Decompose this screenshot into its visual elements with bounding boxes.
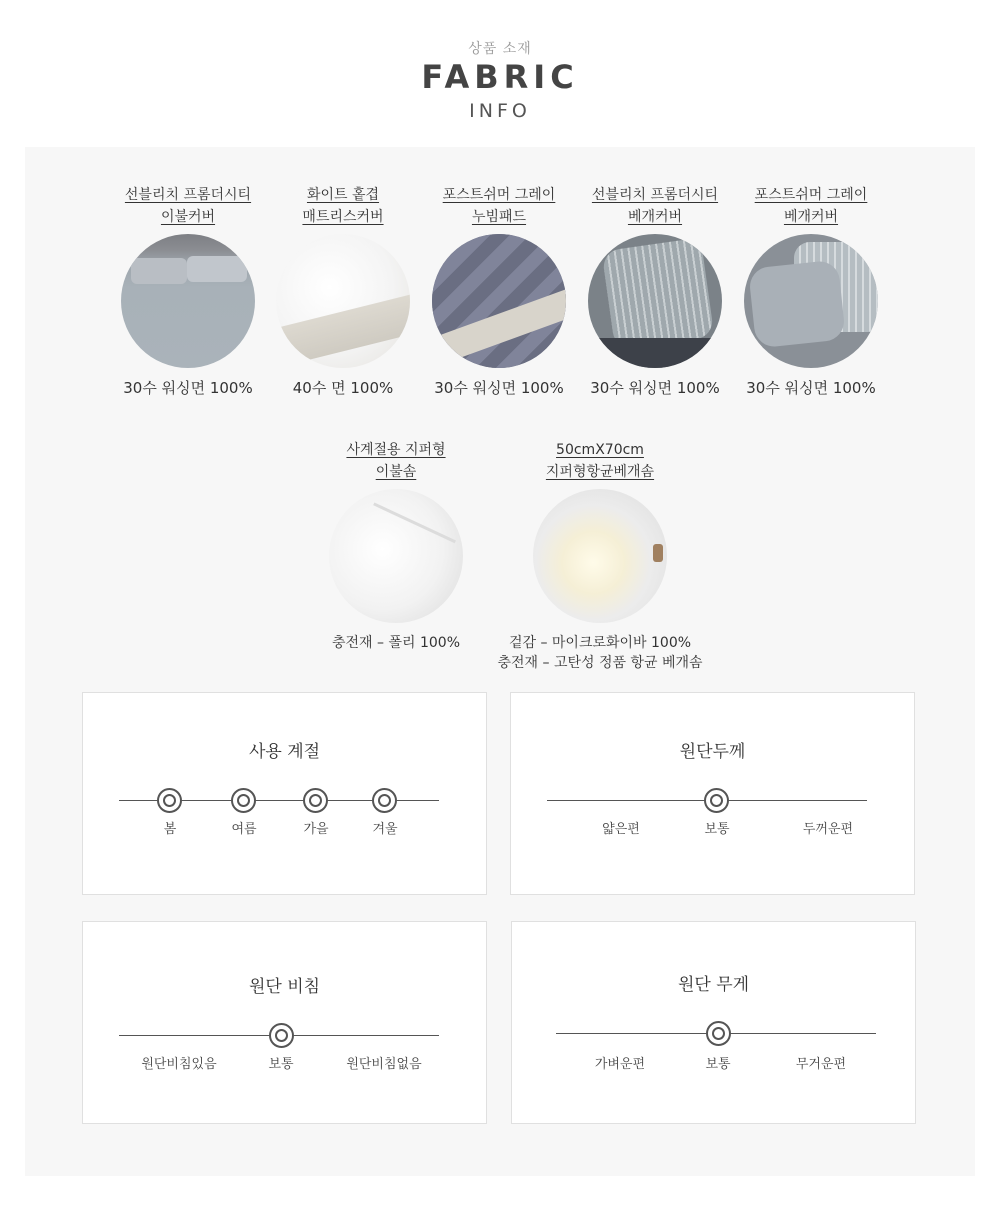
sheerness-indicator <box>82 921 487 1124</box>
product-material: 30수 워싱면 100% <box>590 379 720 397</box>
selected-marker <box>231 788 256 813</box>
section-title: FABRIC <box>421 58 579 96</box>
product-name[interactable]: 포스트쉬머 그레이 누빔패드 <box>442 187 556 225</box>
option-label: 두꺼운편 <box>802 822 854 837</box>
season-indicator <box>82 692 487 895</box>
product-material: 충전재 – 폴리 100% <box>332 635 460 651</box>
option-label: 무거운편 <box>795 1057 847 1072</box>
product-material: 30수 워싱면 100% <box>746 379 876 397</box>
selected-marker <box>706 1021 731 1046</box>
product-name[interactable]: 선블리치 프롬더시티 이불커버 <box>124 187 252 225</box>
section-subtitle: 상품 소재 <box>468 41 532 57</box>
option-label: 봄 <box>163 822 177 837</box>
option-label: 가벼운편 <box>594 1057 646 1072</box>
blanket-filler-photo <box>329 489 463 623</box>
option-label: 얇은편 <box>602 822 640 837</box>
product-name[interactable]: 50cmX70cm 지퍼형항균베개솜 <box>545 442 655 480</box>
gray-pillow-photo <box>744 234 878 368</box>
product-card <box>414 184 584 399</box>
weight-indicator <box>511 921 916 1124</box>
product-name[interactable]: 화이트 홑겹 매트리스커버 <box>302 187 384 225</box>
mattress-cover-photo <box>276 234 410 368</box>
option-label: 여름 <box>231 822 257 837</box>
product-card <box>726 184 896 399</box>
selected-marker <box>303 788 328 813</box>
product-card <box>258 184 428 399</box>
striped-pillow-photo <box>588 234 722 368</box>
indicator-title: 원단두께 <box>679 742 746 762</box>
selected-marker <box>372 788 397 813</box>
option-label: 가을 <box>303 822 329 837</box>
thickness-indicator <box>510 692 915 895</box>
product-material: 30수 워싱면 100% <box>434 379 564 397</box>
indicator-title: 원단 비침 <box>248 977 321 997</box>
option-label: 겨울 <box>372 822 398 837</box>
option-label: 보통 <box>705 1057 731 1072</box>
section-title-info: INFO <box>469 100 531 122</box>
indicator-title: 원단 무게 <box>677 975 750 995</box>
product-name[interactable]: 포스트쉬머 그레이 베개커버 <box>754 187 868 225</box>
product-material: 30수 워싱면 100% <box>123 379 253 397</box>
option-label: 원단비침없음 <box>346 1057 422 1072</box>
bedding-cover-photo <box>121 234 255 368</box>
selected-marker <box>704 788 729 813</box>
product-card <box>570 184 740 399</box>
quilted-pad-photo <box>432 234 566 368</box>
selected-marker <box>157 788 182 813</box>
option-label: 원단비침있음 <box>141 1057 217 1072</box>
option-label: 보통 <box>268 1057 294 1072</box>
product-name[interactable]: 사계절용 지퍼형 이불솜 <box>346 442 446 480</box>
product-material: 겉감 – 마이크로화이바 100% 충전재 – 고탄성 정품 항균 베개솜 <box>497 635 703 671</box>
product-material: 40수 면 100% <box>292 379 394 397</box>
indicator-title: 사용 계절 <box>248 742 321 762</box>
option-label: 보통 <box>704 822 730 837</box>
product-name[interactable]: 선블리치 프롬더시티 베개커버 <box>591 187 719 225</box>
product-card <box>311 439 481 653</box>
product-card <box>103 184 273 399</box>
pillow-filler-photo <box>533 489 667 623</box>
selected-marker <box>269 1023 294 1048</box>
product-card <box>485 439 715 673</box>
